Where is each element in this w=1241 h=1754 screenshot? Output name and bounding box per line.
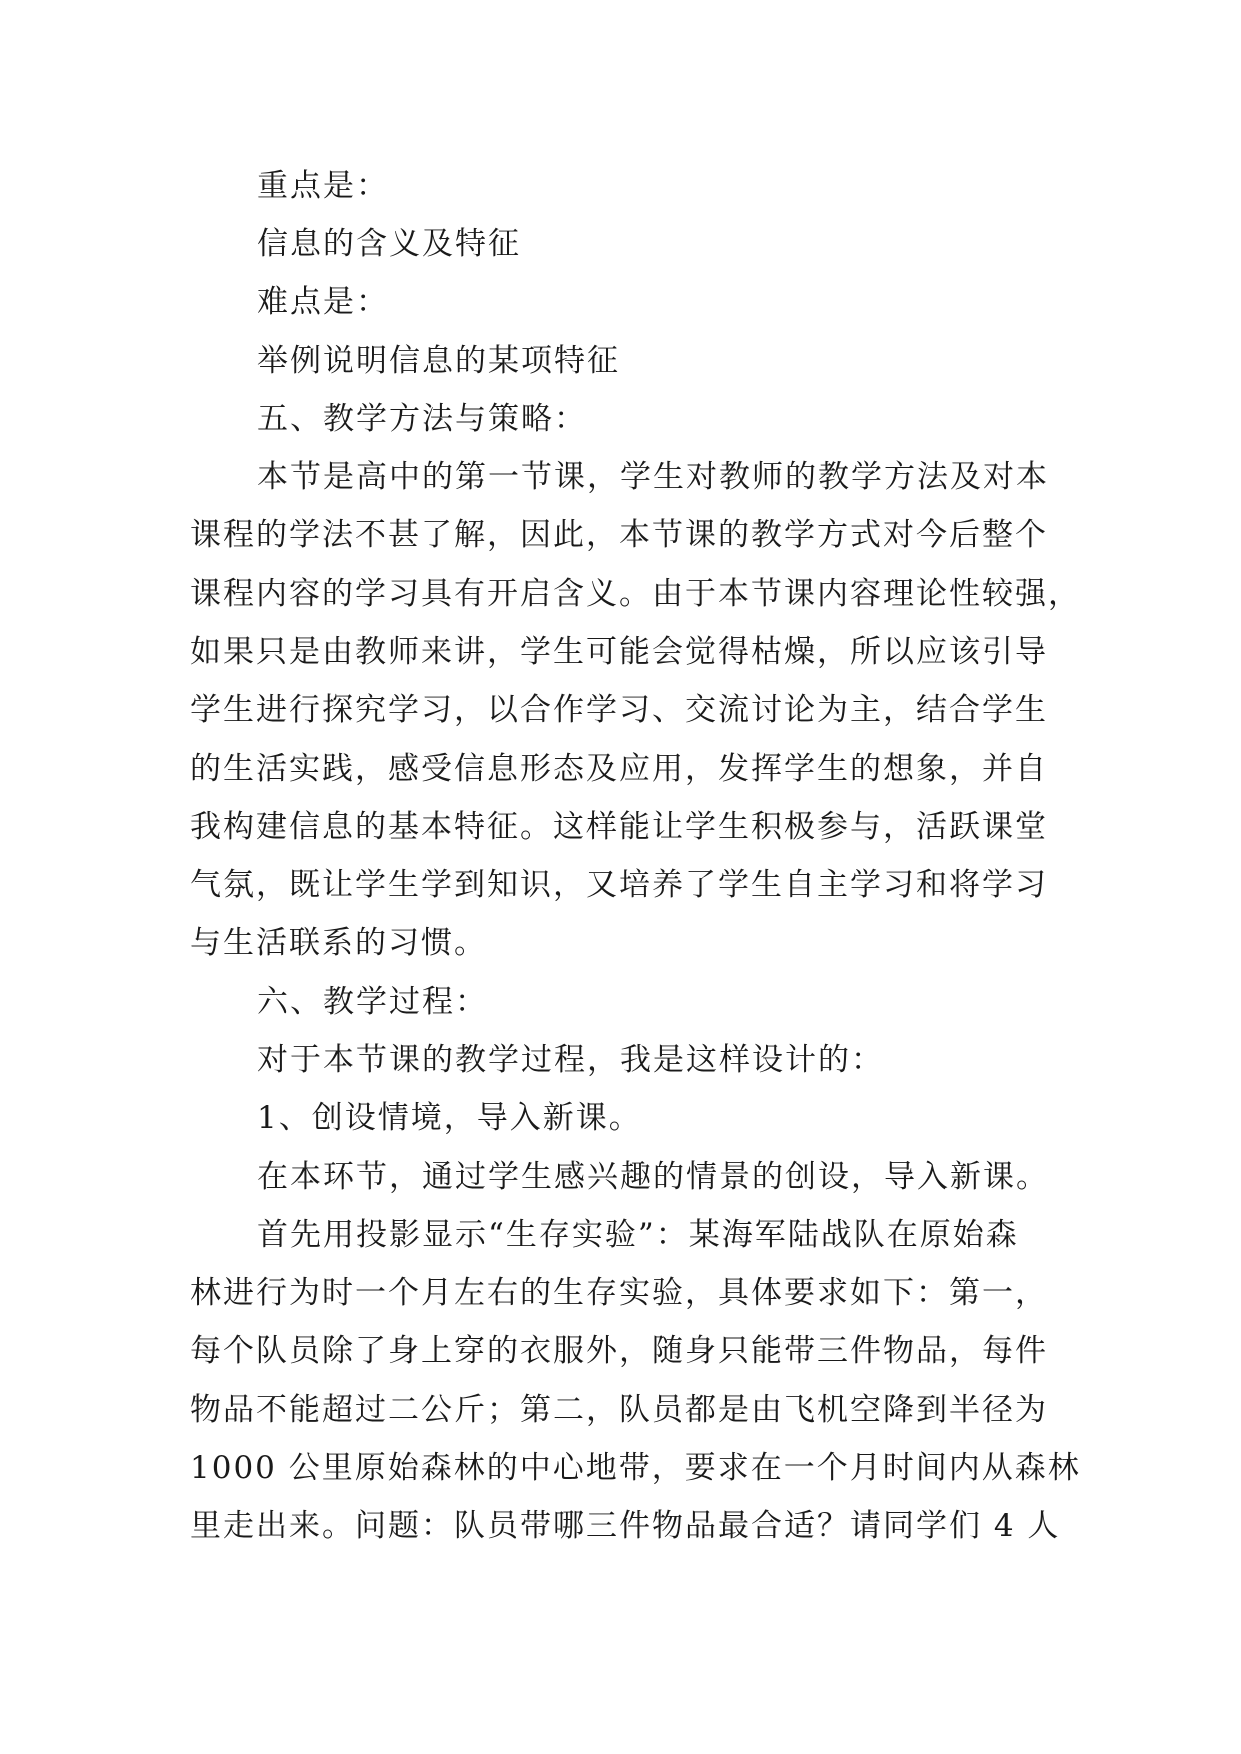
text-line: 与生活联系的习惯。 — [190, 925, 487, 961]
text-line: 首先用投影显示“生存实验”：某海军陆战队在原始森 — [257, 1217, 1019, 1253]
text-line: 课程的学法不甚了解，因此，本节课的教学方式对今后整个 — [190, 517, 1048, 553]
text-line: 每个队员除了身上穿的衣服外，随身只能带三件物品，每件 — [190, 1333, 1048, 1369]
text-line: 信息的含义及特征 — [257, 226, 521, 262]
text-line: 林进行为时一个月左右的生存实验，具体要求如下：第一， — [190, 1275, 1048, 1311]
text-line: 本节是高中的第一节课，学生对教师的教学方法及对本 — [257, 459, 1049, 495]
text-line: 学生进行探究学习，以合作学习、交流讨论为主，结合学生 — [190, 692, 1048, 728]
text-line: 气氛，既让学生学到知识，又培养了学生自主学习和将学习 — [190, 867, 1048, 903]
text-line: 课程内容的学习具有开启含义。由于本节课内容理论性较强， — [190, 576, 1081, 612]
text-line: 如果只是由教师来讲，学生可能会觉得枯燥，所以应该引导 — [190, 634, 1048, 670]
text-line: 里走出来。问题：队员带哪三件物品最合适？请同学们 4 人 — [190, 1508, 1061, 1544]
text-line: 重点是： — [257, 168, 389, 204]
text-line: 对于本节课的教学过程，我是这样设计的： — [257, 1042, 884, 1078]
text-line: 我构建信息的基本特征。这样能让学生积极参与，活跃课堂 — [190, 809, 1048, 845]
text-line: 举例说明信息的某项特征 — [257, 343, 620, 379]
text-line: 六、教学过程： — [257, 984, 488, 1020]
text-line: 1、创设情境，导入新课。 — [257, 1100, 642, 1136]
text-line: 五、教学方法与策略： — [257, 401, 587, 437]
text-line: 的生活实践，感受信息形态及应用，发挥学生的想象，并自 — [190, 751, 1048, 787]
text-line: 物品不能超过二公斤；第二，队员都是由飞机空降到半径为 — [190, 1392, 1048, 1428]
text-line: 难点是： — [257, 284, 389, 320]
text-line: 在本环节，通过学生感兴趣的情景的创设，导入新课。 — [257, 1159, 1049, 1195]
text-line: 1000 公里原始森林的中心地带，要求在一个月时间内从森林 — [190, 1450, 1081, 1486]
